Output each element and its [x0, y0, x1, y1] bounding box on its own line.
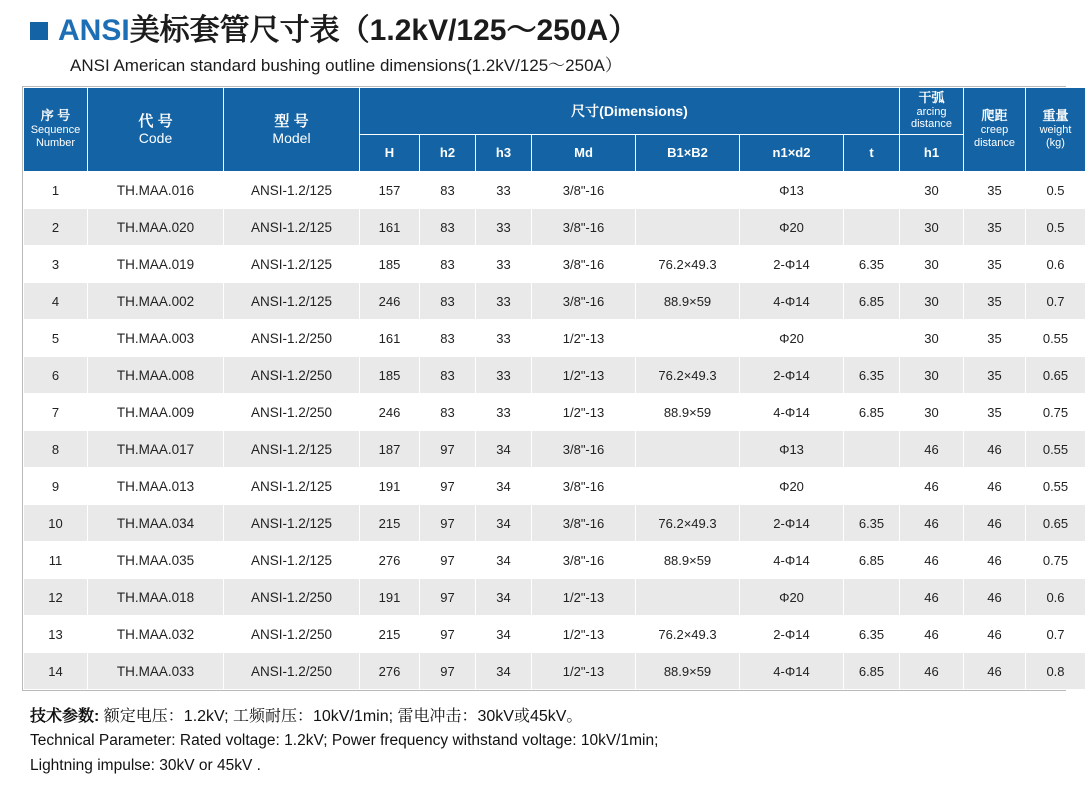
cell-b1b2	[636, 320, 740, 357]
title-text	[58, 14, 638, 47]
cell-md: 3/8"-16	[532, 431, 636, 468]
cell-h2: 97	[420, 616, 476, 653]
spec-table	[23, 87, 1086, 690]
cell-code: TH.MAA.035	[88, 542, 224, 579]
cell-md: 1/2"-13	[532, 579, 636, 616]
cell-md: 1/2"-13	[532, 357, 636, 394]
cell-weight: 0.6	[1026, 579, 1086, 616]
header-arcing-cn: 干弧	[918, 89, 945, 105]
header-dimensions-group: 尺寸(Dimensions)	[360, 88, 900, 135]
table-row	[24, 172, 1086, 209]
table-row	[24, 505, 1086, 542]
cell-sequence: 5	[24, 320, 88, 357]
cell-b1b2: 88.9×59	[636, 653, 740, 690]
spec-table-wrapper	[22, 86, 1072, 691]
cell-h3: 34	[476, 505, 532, 542]
cell-h1: 46	[900, 579, 964, 616]
cell-H: 161	[360, 209, 420, 246]
cell-n1d2: Φ13	[740, 431, 844, 468]
cell-H: 215	[360, 616, 420, 653]
cell-code: TH.MAA.033	[88, 653, 224, 690]
cell-H: 246	[360, 394, 420, 431]
cell-h2: 83	[420, 246, 476, 283]
cell-H: 246	[360, 283, 420, 320]
cell-sequence: 13	[24, 616, 88, 653]
cell-md: 3/8"-16	[532, 468, 636, 505]
cell-model: ANSI-1.2/125	[224, 283, 360, 320]
cell-t	[844, 209, 900, 246]
cell-code: TH.MAA.013	[88, 468, 224, 505]
cell-b1b2	[636, 468, 740, 505]
header-creep-cn: 爬距	[981, 108, 1008, 124]
cell-b1b2	[636, 172, 740, 209]
cell-model: ANSI-1.2/125	[224, 172, 360, 209]
cell-md: 3/8"-16	[532, 246, 636, 283]
cell-h1: 30	[900, 172, 964, 209]
cell-md: 1/2"-13	[532, 653, 636, 690]
table-row	[24, 468, 1086, 505]
cell-model: ANSI-1.2/250	[224, 394, 360, 431]
cell-model: ANSI-1.2/125	[224, 431, 360, 468]
cell-md: 1/2"-13	[532, 616, 636, 653]
cell-model: ANSI-1.2/250	[224, 616, 360, 653]
cell-h1: 46	[900, 653, 964, 690]
cell-model: ANSI-1.2/125	[224, 246, 360, 283]
cell-t	[844, 320, 900, 357]
cell-H: 187	[360, 431, 420, 468]
cell-weight: 0.55	[1026, 468, 1086, 505]
cell-H: 157	[360, 172, 420, 209]
cell-h1: 46	[900, 505, 964, 542]
note-chinese-lead: 技术参数:	[30, 708, 100, 725]
cell-h3: 34	[476, 579, 532, 616]
notes-block	[30, 705, 1074, 777]
cell-t: 6.35	[844, 246, 900, 283]
table-row	[24, 394, 1086, 431]
table-row	[24, 431, 1086, 468]
note-english-line2: Lightning impulse: 30kV or 45kV .	[30, 756, 261, 774]
table-row	[24, 616, 1086, 653]
cell-weight: 0.65	[1026, 357, 1086, 394]
cell-n1d2: 4-Φ14	[740, 394, 844, 431]
cell-n1d2: Φ20	[740, 579, 844, 616]
cell-code: TH.MAA.019	[88, 246, 224, 283]
table-header	[24, 88, 1086, 172]
cell-n1d2: 4-Φ14	[740, 653, 844, 690]
cell-weight: 0.5	[1026, 172, 1086, 209]
cell-h3: 33	[476, 246, 532, 283]
cell-h1: 30	[900, 320, 964, 357]
cell-h2: 97	[420, 542, 476, 579]
header-weight-cn: 重量	[1042, 108, 1069, 124]
table-row	[24, 320, 1086, 357]
cell-model: ANSI-1.2/250	[224, 579, 360, 616]
table-row	[24, 653, 1086, 690]
cell-sequence: 6	[24, 357, 88, 394]
cell-h2: 83	[420, 394, 476, 431]
header-Md: Md	[532, 135, 636, 172]
cell-code: TH.MAA.017	[88, 431, 224, 468]
cell-n1d2: 2-Φ14	[740, 505, 844, 542]
cell-b1b2: 76.2×49.3	[636, 357, 740, 394]
cell-creep: 35	[964, 320, 1026, 357]
cell-h2: 83	[420, 209, 476, 246]
header-t: t	[844, 135, 900, 172]
header-creep-en: creep	[980, 124, 1009, 137]
cell-model: ANSI-1.2/250	[224, 653, 360, 690]
cell-n1d2: 2-Φ14	[740, 246, 844, 283]
cell-H: 276	[360, 653, 420, 690]
header-n1d2: n1×d2	[740, 135, 844, 172]
cell-weight: 0.6	[1026, 246, 1086, 283]
cell-sequence: 2	[24, 209, 88, 246]
cell-creep: 46	[964, 542, 1026, 579]
cell-weight: 0.75	[1026, 394, 1086, 431]
cell-h2: 83	[420, 283, 476, 320]
cell-sequence: 12	[24, 579, 88, 616]
cell-weight: 0.65	[1026, 505, 1086, 542]
header-code	[88, 88, 224, 172]
header-h3: h3	[476, 135, 532, 172]
cell-h3: 34	[476, 616, 532, 653]
cell-h2: 97	[420, 653, 476, 690]
cell-creep: 46	[964, 616, 1026, 653]
header-model	[224, 88, 360, 172]
cell-t	[844, 172, 900, 209]
header-weight-en2: (kg)	[1046, 136, 1065, 149]
cell-n1d2: 4-Φ14	[740, 542, 844, 579]
cell-sequence: 3	[24, 246, 88, 283]
cell-h2: 97	[420, 468, 476, 505]
cell-md: 3/8"-16	[532, 209, 636, 246]
cell-h3: 33	[476, 320, 532, 357]
cell-h3: 34	[476, 653, 532, 690]
cell-sequence: 10	[24, 505, 88, 542]
cell-code: TH.MAA.016	[88, 172, 224, 209]
cell-n1d2: Φ20	[740, 320, 844, 357]
cell-h2: 97	[420, 431, 476, 468]
cell-creep: 35	[964, 172, 1026, 209]
cell-creep: 35	[964, 394, 1026, 431]
cell-h3: 33	[476, 394, 532, 431]
cell-creep: 35	[964, 357, 1026, 394]
cell-b1b2	[636, 579, 740, 616]
cell-h3: 34	[476, 431, 532, 468]
cell-t: 6.85	[844, 542, 900, 579]
cell-b1b2: 76.2×49.3	[636, 616, 740, 653]
cell-H: 161	[360, 320, 420, 357]
header-row-1	[24, 88, 1086, 135]
header-arcing	[900, 88, 964, 135]
cell-md: 3/8"-16	[532, 542, 636, 579]
cell-t: 6.35	[844, 505, 900, 542]
header-creep-en2: distance	[974, 136, 1015, 149]
cell-h1: 30	[900, 357, 964, 394]
cell-h1: 46	[900, 616, 964, 653]
header-sequence	[24, 88, 88, 172]
cell-n1d2: 2-Φ14	[740, 357, 844, 394]
header-arcing-en: arcing	[916, 105, 947, 118]
cell-b1b2: 76.2×49.3	[636, 246, 740, 283]
header-B1B2: B1×B2	[636, 135, 740, 172]
title-cn: 美标套管尺寸表（1.2kV/125～250A）	[129, 14, 639, 47]
cell-t	[844, 431, 900, 468]
cell-h2: 83	[420, 172, 476, 209]
cell-creep: 46	[964, 653, 1026, 690]
cell-weight: 0.8	[1026, 653, 1086, 690]
cell-model: ANSI-1.2/125	[224, 542, 360, 579]
cell-creep: 35	[964, 283, 1026, 320]
cell-md: 3/8"-16	[532, 505, 636, 542]
cell-code: TH.MAA.009	[88, 394, 224, 431]
cell-t: 6.35	[844, 616, 900, 653]
table-row	[24, 579, 1086, 616]
cell-creep: 46	[964, 431, 1026, 468]
header-model-en: Model	[272, 130, 311, 147]
table-row	[24, 246, 1086, 283]
cell-sequence: 8	[24, 431, 88, 468]
title-en: ANSI	[58, 14, 130, 47]
cell-H: 276	[360, 542, 420, 579]
cell-creep: 46	[964, 505, 1026, 542]
cell-b1b2	[636, 209, 740, 246]
cell-h1: 46	[900, 468, 964, 505]
header-sequence-en2: Number	[35, 136, 76, 149]
header-creep	[964, 88, 1026, 172]
header-sequence-en: Sequence	[30, 124, 81, 137]
cell-n1d2: 4-Φ14	[740, 283, 844, 320]
note-chinese-body: 额定电压：1.2kV; 工频耐压：10kV/1min; 雷电冲击：30kV或45kV。	[99, 708, 583, 725]
cell-h1: 30	[900, 246, 964, 283]
cell-code: TH.MAA.020	[88, 209, 224, 246]
cell-creep: 35	[964, 246, 1026, 283]
table-row	[24, 357, 1086, 394]
cell-h2: 83	[420, 320, 476, 357]
table-row	[24, 542, 1086, 579]
title-marker-icon	[30, 22, 48, 40]
cell-t: 6.35	[844, 357, 900, 394]
cell-model: ANSI-1.2/250	[224, 320, 360, 357]
table-body	[24, 172, 1086, 690]
cell-h1: 46	[900, 542, 964, 579]
cell-creep: 46	[964, 468, 1026, 505]
header-code-en: Code	[138, 130, 173, 147]
cell-code: TH.MAA.003	[88, 320, 224, 357]
cell-h3: 33	[476, 209, 532, 246]
cell-t: 6.85	[844, 653, 900, 690]
cell-H: 185	[360, 246, 420, 283]
cell-t: 6.85	[844, 394, 900, 431]
cell-model: ANSI-1.2/250	[224, 357, 360, 394]
cell-weight: 0.75	[1026, 542, 1086, 579]
header-h2: h2	[420, 135, 476, 172]
cell-h3: 34	[476, 468, 532, 505]
cell-code: TH.MAA.018	[88, 579, 224, 616]
header-code-cn: 代 号	[138, 112, 173, 130]
cell-weight: 0.55	[1026, 431, 1086, 468]
cell-h3: 33	[476, 172, 532, 209]
header-sequence-cn: 序 号	[40, 108, 71, 124]
header-weight	[1026, 88, 1086, 172]
cell-h2: 97	[420, 505, 476, 542]
header-h1: h1	[900, 135, 964, 172]
cell-h1: 30	[900, 283, 964, 320]
cell-b1b2: 88.9×59	[636, 542, 740, 579]
cell-n1d2: Φ20	[740, 209, 844, 246]
cell-h1: 30	[900, 394, 964, 431]
cell-h1: 46	[900, 431, 964, 468]
cell-md: 3/8"-16	[532, 283, 636, 320]
cell-H: 191	[360, 579, 420, 616]
cell-weight: 0.55	[1026, 320, 1086, 357]
cell-sequence: 9	[24, 468, 88, 505]
note-english-line1: Technical Parameter: Rated voltage: 1.2kV; Power frequency withstand voltage: 10kV/1min;	[30, 732, 659, 750]
cell-creep: 35	[964, 209, 1026, 246]
cell-h3: 33	[476, 283, 532, 320]
cell-H: 191	[360, 468, 420, 505]
cell-sequence: 14	[24, 653, 88, 690]
cell-model: ANSI-1.2/125	[224, 505, 360, 542]
cell-code: TH.MAA.032	[88, 616, 224, 653]
cell-sequence: 11	[24, 542, 88, 579]
cell-weight: 0.7	[1026, 616, 1086, 653]
cell-sequence: 1	[24, 172, 88, 209]
note-chinese	[30, 705, 1074, 728]
cell-md: 1/2"-13	[532, 320, 636, 357]
cell-code: TH.MAA.034	[88, 505, 224, 542]
cell-t	[844, 468, 900, 505]
cell-h3: 33	[476, 357, 532, 394]
cell-sequence: 4	[24, 283, 88, 320]
table-row	[24, 283, 1086, 320]
cell-code: TH.MAA.002	[88, 283, 224, 320]
cell-H: 185	[360, 357, 420, 394]
cell-t	[844, 579, 900, 616]
cell-model: ANSI-1.2/125	[224, 209, 360, 246]
cell-b1b2: 88.9×59	[636, 394, 740, 431]
cell-md: 3/8"-16	[532, 172, 636, 209]
cell-creep: 46	[964, 579, 1026, 616]
cell-code: TH.MAA.008	[88, 357, 224, 394]
page-title	[30, 14, 1074, 47]
cell-b1b2	[636, 431, 740, 468]
table-row	[24, 209, 1086, 246]
header-weight-en: weight	[1039, 124, 1072, 137]
cell-weight: 0.7	[1026, 283, 1086, 320]
cell-n1d2: Φ20	[740, 468, 844, 505]
cell-H: 215	[360, 505, 420, 542]
cell-sequence: 7	[24, 394, 88, 431]
cell-t: 6.85	[844, 283, 900, 320]
cell-h2: 97	[420, 579, 476, 616]
cell-h2: 83	[420, 357, 476, 394]
cell-md: 1/2"-13	[532, 394, 636, 431]
header-arcing-en2: distance	[911, 118, 952, 131]
cell-h3: 34	[476, 542, 532, 579]
cell-b1b2: 76.2×49.3	[636, 505, 740, 542]
cell-b1b2: 88.9×59	[636, 283, 740, 320]
cell-h1: 30	[900, 209, 964, 246]
cell-model: ANSI-1.2/125	[224, 468, 360, 505]
cell-n1d2: Φ13	[740, 172, 844, 209]
cell-weight: 0.5	[1026, 209, 1086, 246]
page-subtitle: ANSI American standard bushing outline dimensions(1.2kV/125～250A）	[70, 56, 622, 75]
header-model-cn: 型 号	[274, 112, 309, 130]
cell-n1d2: 2-Φ14	[740, 616, 844, 653]
header-H: H	[360, 135, 420, 172]
